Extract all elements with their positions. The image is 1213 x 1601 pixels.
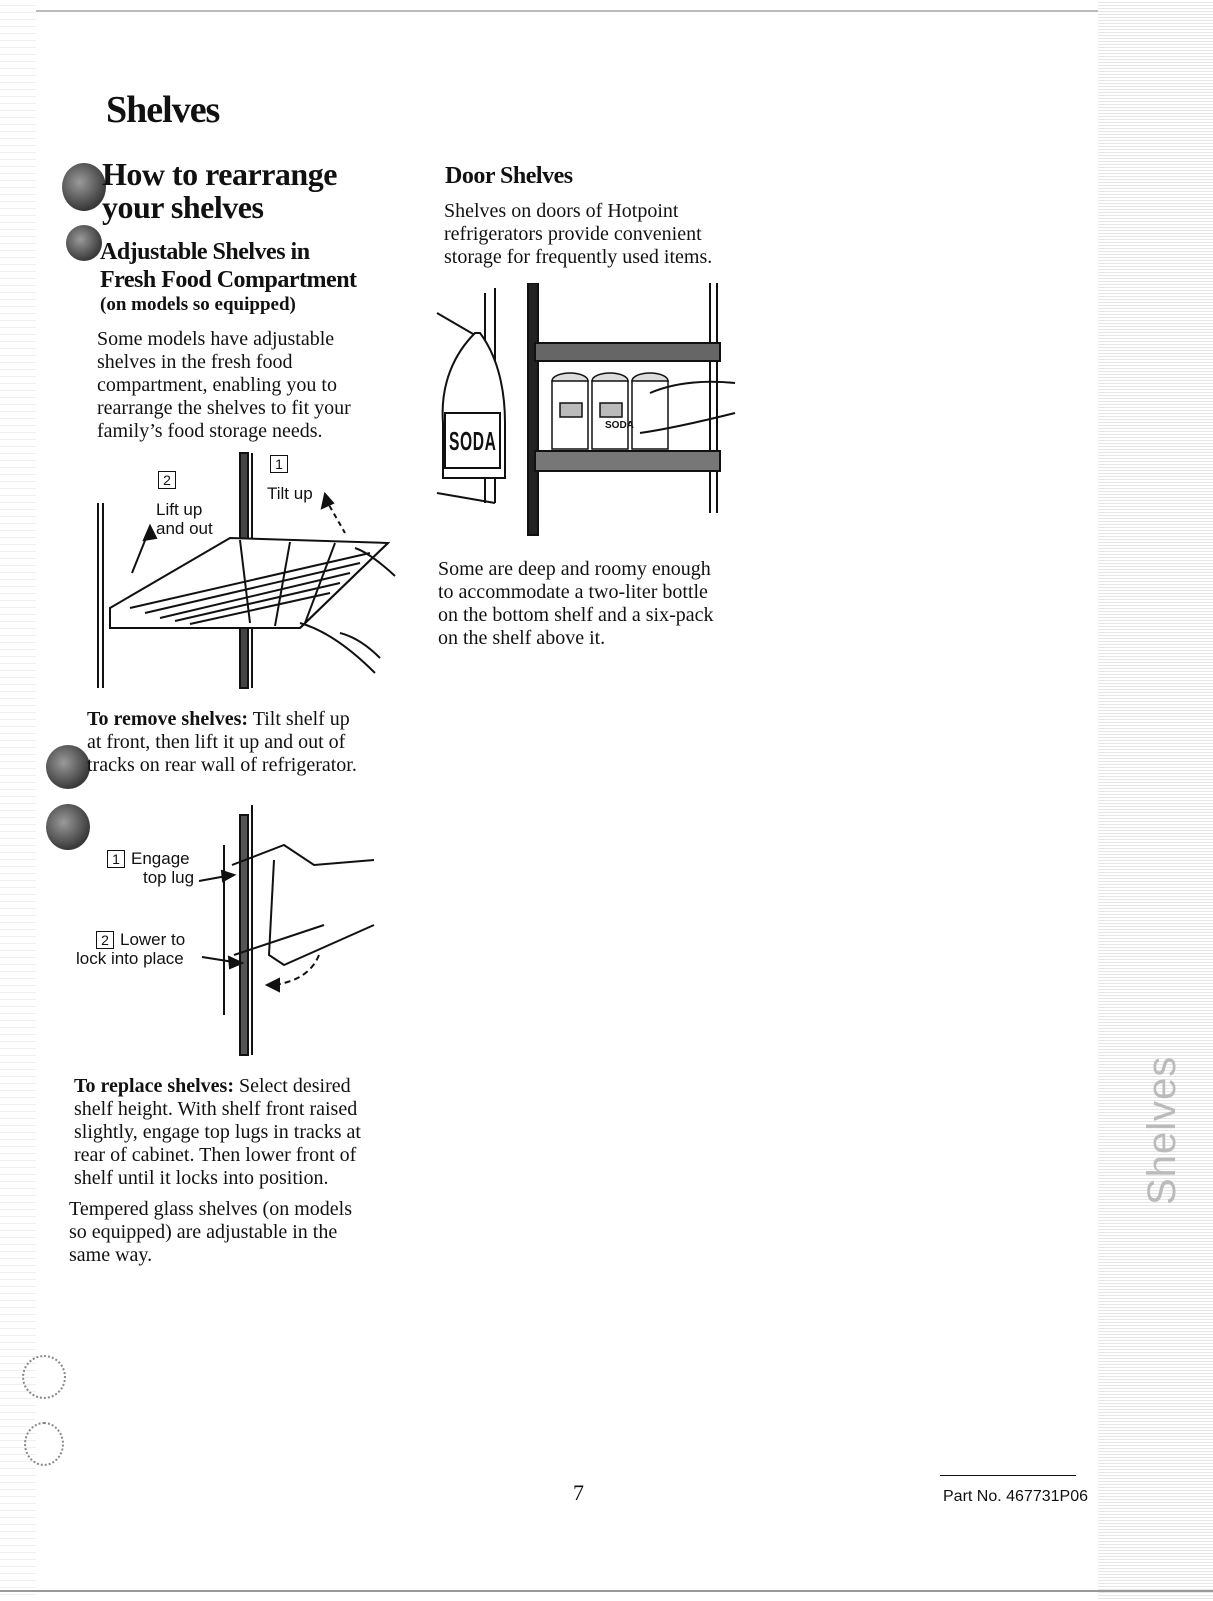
section-heading-line: your shelves (102, 189, 264, 225)
part-number-rule (940, 1475, 1076, 1476)
instruction-lead: To replace shelves: (74, 1075, 234, 1097)
text-line: tracks on rear wall of refrigerator. (87, 754, 357, 776)
text-run: Select desired (234, 1075, 351, 1097)
can-label: SODA (605, 420, 634, 431)
text-line: shelf until it locks into position. (74, 1167, 329, 1189)
label-line: top lug (143, 868, 195, 887)
text-line: shelf height. With shelf front raised (74, 1098, 358, 1120)
engage-label (107, 849, 194, 887)
page-number: 7 (573, 1480, 584, 1505)
text-line: so equipped) are adjustable in the (69, 1221, 338, 1243)
text-line: rear of cabinet. Then lower front of (74, 1144, 357, 1166)
step-number-box: 1 (107, 850, 125, 868)
section-heading (102, 158, 337, 224)
section-heading-line: How to rearrange (102, 156, 337, 192)
page-title: Shelves (106, 89, 220, 131)
bullet-dot (62, 163, 106, 211)
lift-up-label (156, 500, 213, 538)
replace-shelf-illustration (74, 805, 394, 1060)
text-line: refrigerators provide convenient (444, 223, 702, 245)
step1-label (270, 454, 294, 473)
step-number-box: 2 (158, 471, 176, 489)
door-shelves-intro (444, 200, 744, 269)
door-shelf-illustration (435, 283, 745, 538)
bottle-label: SODA (449, 426, 497, 456)
binder-hole-bottom (24, 1422, 64, 1466)
text-line: at front, then lift it up and out of (87, 731, 346, 753)
scan-top-edge (0, 10, 1213, 12)
text-line (74, 1075, 384, 1098)
tempered-glass-note (69, 1198, 379, 1267)
text-line: compartment, enabling you to (97, 374, 337, 396)
text-line: rearrange the shelves to fit your (97, 397, 351, 419)
label-line: Lift up (156, 500, 203, 519)
scan-bottom-edge (0, 1590, 1213, 1592)
text-line: to accommodate a two-liter bottle (438, 581, 708, 603)
step-number-box: 1 (270, 455, 288, 473)
door-shelves-heading: Door Shelves (445, 163, 573, 189)
text-line: Some models have adjustable (97, 328, 335, 350)
subsection-heading-line: Fresh Food Compartment (100, 267, 357, 293)
text-line: on the shelf above it. (438, 627, 606, 649)
text-line: family’s food storage needs. (97, 420, 323, 442)
tilt-up-label: Tilt up (267, 484, 313, 503)
binder-hole-top (22, 1355, 66, 1399)
shelf-tilt-drawing (70, 448, 410, 693)
label-line: Engage (131, 849, 190, 868)
replace-instructions (74, 1075, 384, 1190)
part-number: Part No. 467731P06 (943, 1488, 1088, 1505)
step2-label (158, 470, 182, 489)
text-line: Shelves on doors of Hotpoint (444, 200, 679, 222)
text-line: shelves in the fresh food (97, 351, 293, 373)
remove-instructions (87, 708, 387, 777)
bullet-dot (46, 745, 90, 789)
text-line: on the bottom shelf and a six-pack (438, 604, 714, 626)
text-line: Some are deep and roomy enough (438, 558, 711, 580)
intro-paragraph (97, 328, 417, 443)
door-shelf-drawing (435, 283, 745, 538)
remove-shelf-illustration (70, 448, 410, 693)
side-tab-label: Shelves (1140, 1055, 1184, 1205)
heading-note: (on models so equipped) (100, 294, 296, 315)
bullet-dot (66, 225, 102, 261)
label-line: and out (156, 519, 213, 538)
subsection-heading (100, 238, 357, 294)
subsection-heading-line: Adjustable Shelves in (100, 239, 310, 265)
label-line: lock into place (76, 949, 184, 968)
text-line (87, 708, 387, 731)
step-number-box: 2 (96, 931, 114, 949)
lower-label (76, 930, 185, 968)
label-line: Lower to (120, 930, 186, 949)
text-line: Tempered glass shelves (on models (69, 1198, 352, 1220)
text-line: storage for frequently used items. (444, 246, 713, 268)
scan-right-margin (1098, 0, 1213, 1601)
text-line: same way. (69, 1244, 153, 1266)
door-shelves-caption (438, 558, 748, 650)
instruction-lead: To remove shelves: (87, 708, 249, 730)
text-line: slightly, engage top lugs in tracks at (74, 1121, 361, 1143)
text-run: Tilt shelf up (248, 708, 350, 730)
